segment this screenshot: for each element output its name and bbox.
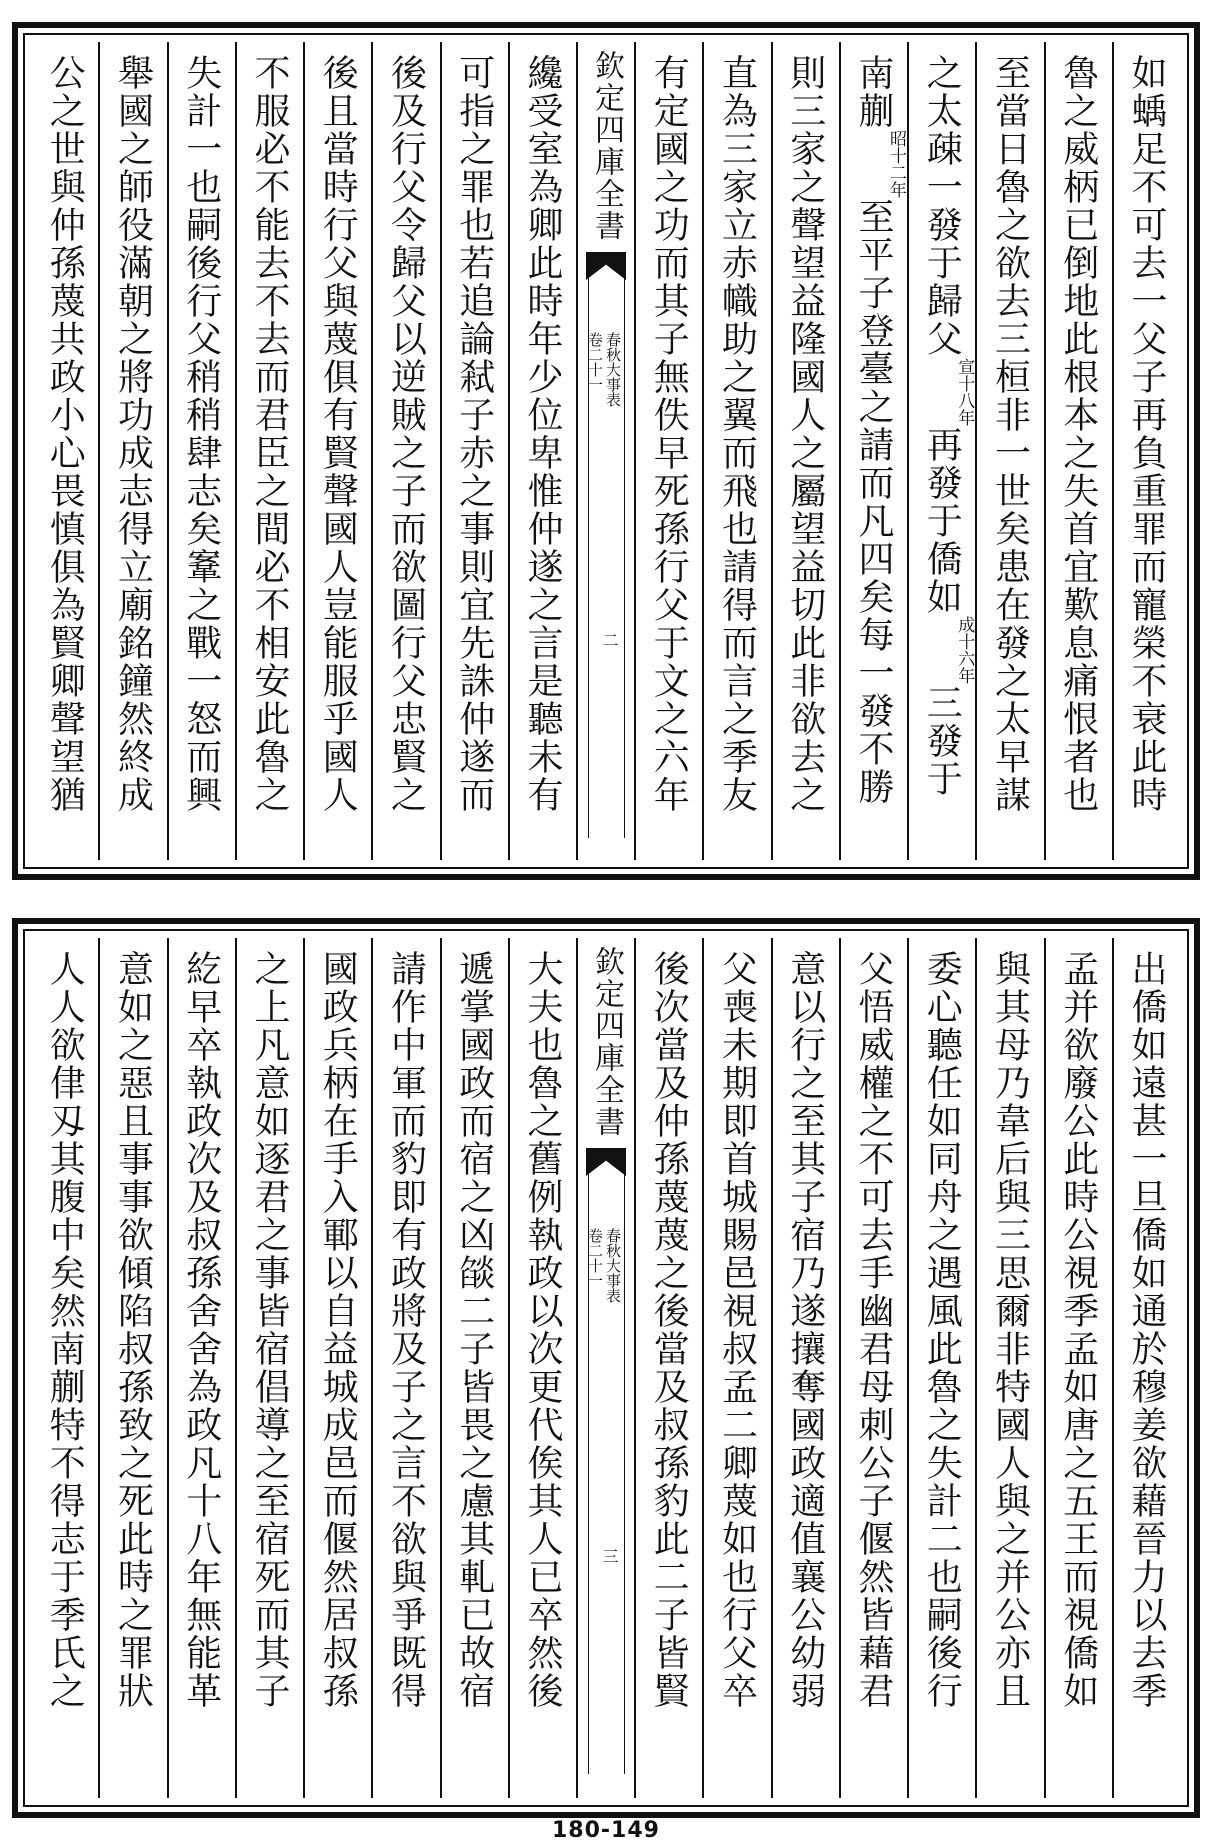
book-title: 欽定四庫全書 (589, 946, 624, 1138)
note-line: 二年 (886, 164, 906, 198)
text-column: 則三家之聲望益隆國人之屬望益切此非欲去之 (771, 42, 839, 860)
note-line: 成十 (954, 616, 975, 650)
text-column: 舉國之師役滿朝之將功成志得立廟銘鐘然終成 (98, 42, 166, 860)
scan-page-number: 180-149 (552, 1818, 660, 1843)
fold-line (624, 1174, 625, 1774)
text-column: 父悟威權之不可去手幽君母刺公子偃然皆藉君 (839, 938, 907, 1798)
text-column-with-notes (907, 42, 975, 860)
volume-label: 卷二十一 (586, 1228, 604, 1288)
text-column: 後次當及仲孫蔑蔑之後當及叔孫豹此二子皆賢 (634, 938, 702, 1798)
note-line: 昭十 (886, 130, 906, 164)
text-column: 孟并欲廢公此時公視季孟如唐之五王而視僑如 (1044, 938, 1112, 1798)
text-column: 公之世與仲孫蔑共政小心畏慎俱為賢卿聲望猶 (44, 54, 86, 814)
text-column: 委心聽任如同舟之遇風此魯之失計二也嗣後行 (907, 938, 975, 1798)
text-column: 之上凡意如逐君之事皆宿倡導之至宿死而其子 (235, 938, 303, 1798)
text-column: 大夫也魯之舊例執政以次更代俟其人已卒然後 (508, 938, 576, 1798)
interlinear-note (941, 358, 975, 426)
text-column: 出僑如遠甚一旦僑如通於穆姜欲藉晉力以去季 (1112, 938, 1180, 1798)
text-column: 遞掌國政而宿之凶燄二子皆畏之慮其軋已故宿 (440, 938, 508, 1798)
text-column: 至當日魯之欲去三桓非一世矣患在發之太早謀 (975, 42, 1043, 860)
text-column: 魯之威柄已倒地此根本之失首宜歎息痛恨者也 (1044, 42, 1112, 860)
center-fold-header (576, 938, 634, 1798)
interlinear-note (873, 130, 907, 198)
text-column: 意如之惡且事事欲傾陷叔孫致之死此時之罪狀 (98, 938, 166, 1798)
book-title: 欽定四庫全書 (589, 50, 624, 242)
text-segment: 至平子登臺之請而凡四矣每一發不勝 (853, 198, 894, 806)
bottom-page-frame (12, 918, 1200, 1818)
center-fold-header (576, 42, 634, 860)
folio-number: 三 (600, 1548, 619, 1566)
text-segment: 之太疎一發于歸父 (921, 54, 963, 358)
interlinear-note (941, 616, 975, 684)
book-name: 春秋大事表 (604, 332, 622, 407)
text-column: 與其母乃韋后與三思爾非特國人與之并公亦且 (975, 938, 1043, 1798)
text-column: 意以行之至其子宿乃遂攘奪國政適值襄公幼弱 (771, 938, 839, 1798)
note-line: 宣十 (954, 358, 975, 392)
volume-label: 卷二十一 (586, 332, 604, 392)
text-column: 纔受室為卿此時年少位卑惟仲遂之言是聽未有 (508, 42, 576, 860)
text-column: 請作中軍而豹即有政將及子之言不欲與爭既得 (371, 938, 439, 1798)
bottom-page-columns (32, 938, 1180, 1798)
note-line: 八年 (954, 392, 975, 426)
note-line: 六年 (954, 650, 975, 684)
text-column: 如蝺足不可去一父子再負重罪而寵榮不衰此時 (1112, 42, 1180, 860)
text-column: 國政兵柄在手入鄆以自益城成邑而偃然居叔孫 (303, 938, 371, 1798)
text-segment: 三發于 (921, 684, 963, 798)
book-name: 春秋大事表 (604, 1228, 622, 1303)
text-column: 後且當時行父與蔑俱有賢聲國人豈能服乎國人 (303, 42, 371, 860)
text-column: 紇早卒執政次及叔孫舍舍為政凡十八年無能革 (167, 938, 235, 1798)
fold-line (624, 278, 625, 838)
text-segment: 南蒯 (853, 54, 894, 130)
text-column: 直為三家立赤幟助之翼而飛也請得而言之季友 (702, 42, 770, 860)
text-column: 後及行父令歸父以逆賊之子而欲圖行父忠賢之 (371, 42, 439, 860)
text-column: 父喪未期即首城賜邑視叔孟二卿蔑如也行父卒 (702, 938, 770, 1798)
text-column: 人人欲侓刄其腹中矣然南蒯特不得志于季氏之 (44, 950, 86, 1710)
text-column: 不服必不能去不去而君臣之間必不相安此魯之 (235, 42, 303, 860)
text-column: 失計一也嗣後行父稍稍肆志矣鞌之戰一怒而興 (167, 42, 235, 860)
text-segment: 再發于僑如 (921, 426, 963, 616)
top-page-frame (12, 22, 1200, 880)
text-column: 可指之罪也若追論弒子赤之事則宜先誅仲遂而 (440, 42, 508, 860)
text-column-with-notes (839, 42, 907, 860)
text-column: 有定國之功而其子無佚早死孫行父于文之六年 (634, 42, 702, 860)
top-page-columns (32, 42, 1180, 860)
folio-number: 二 (600, 632, 619, 650)
